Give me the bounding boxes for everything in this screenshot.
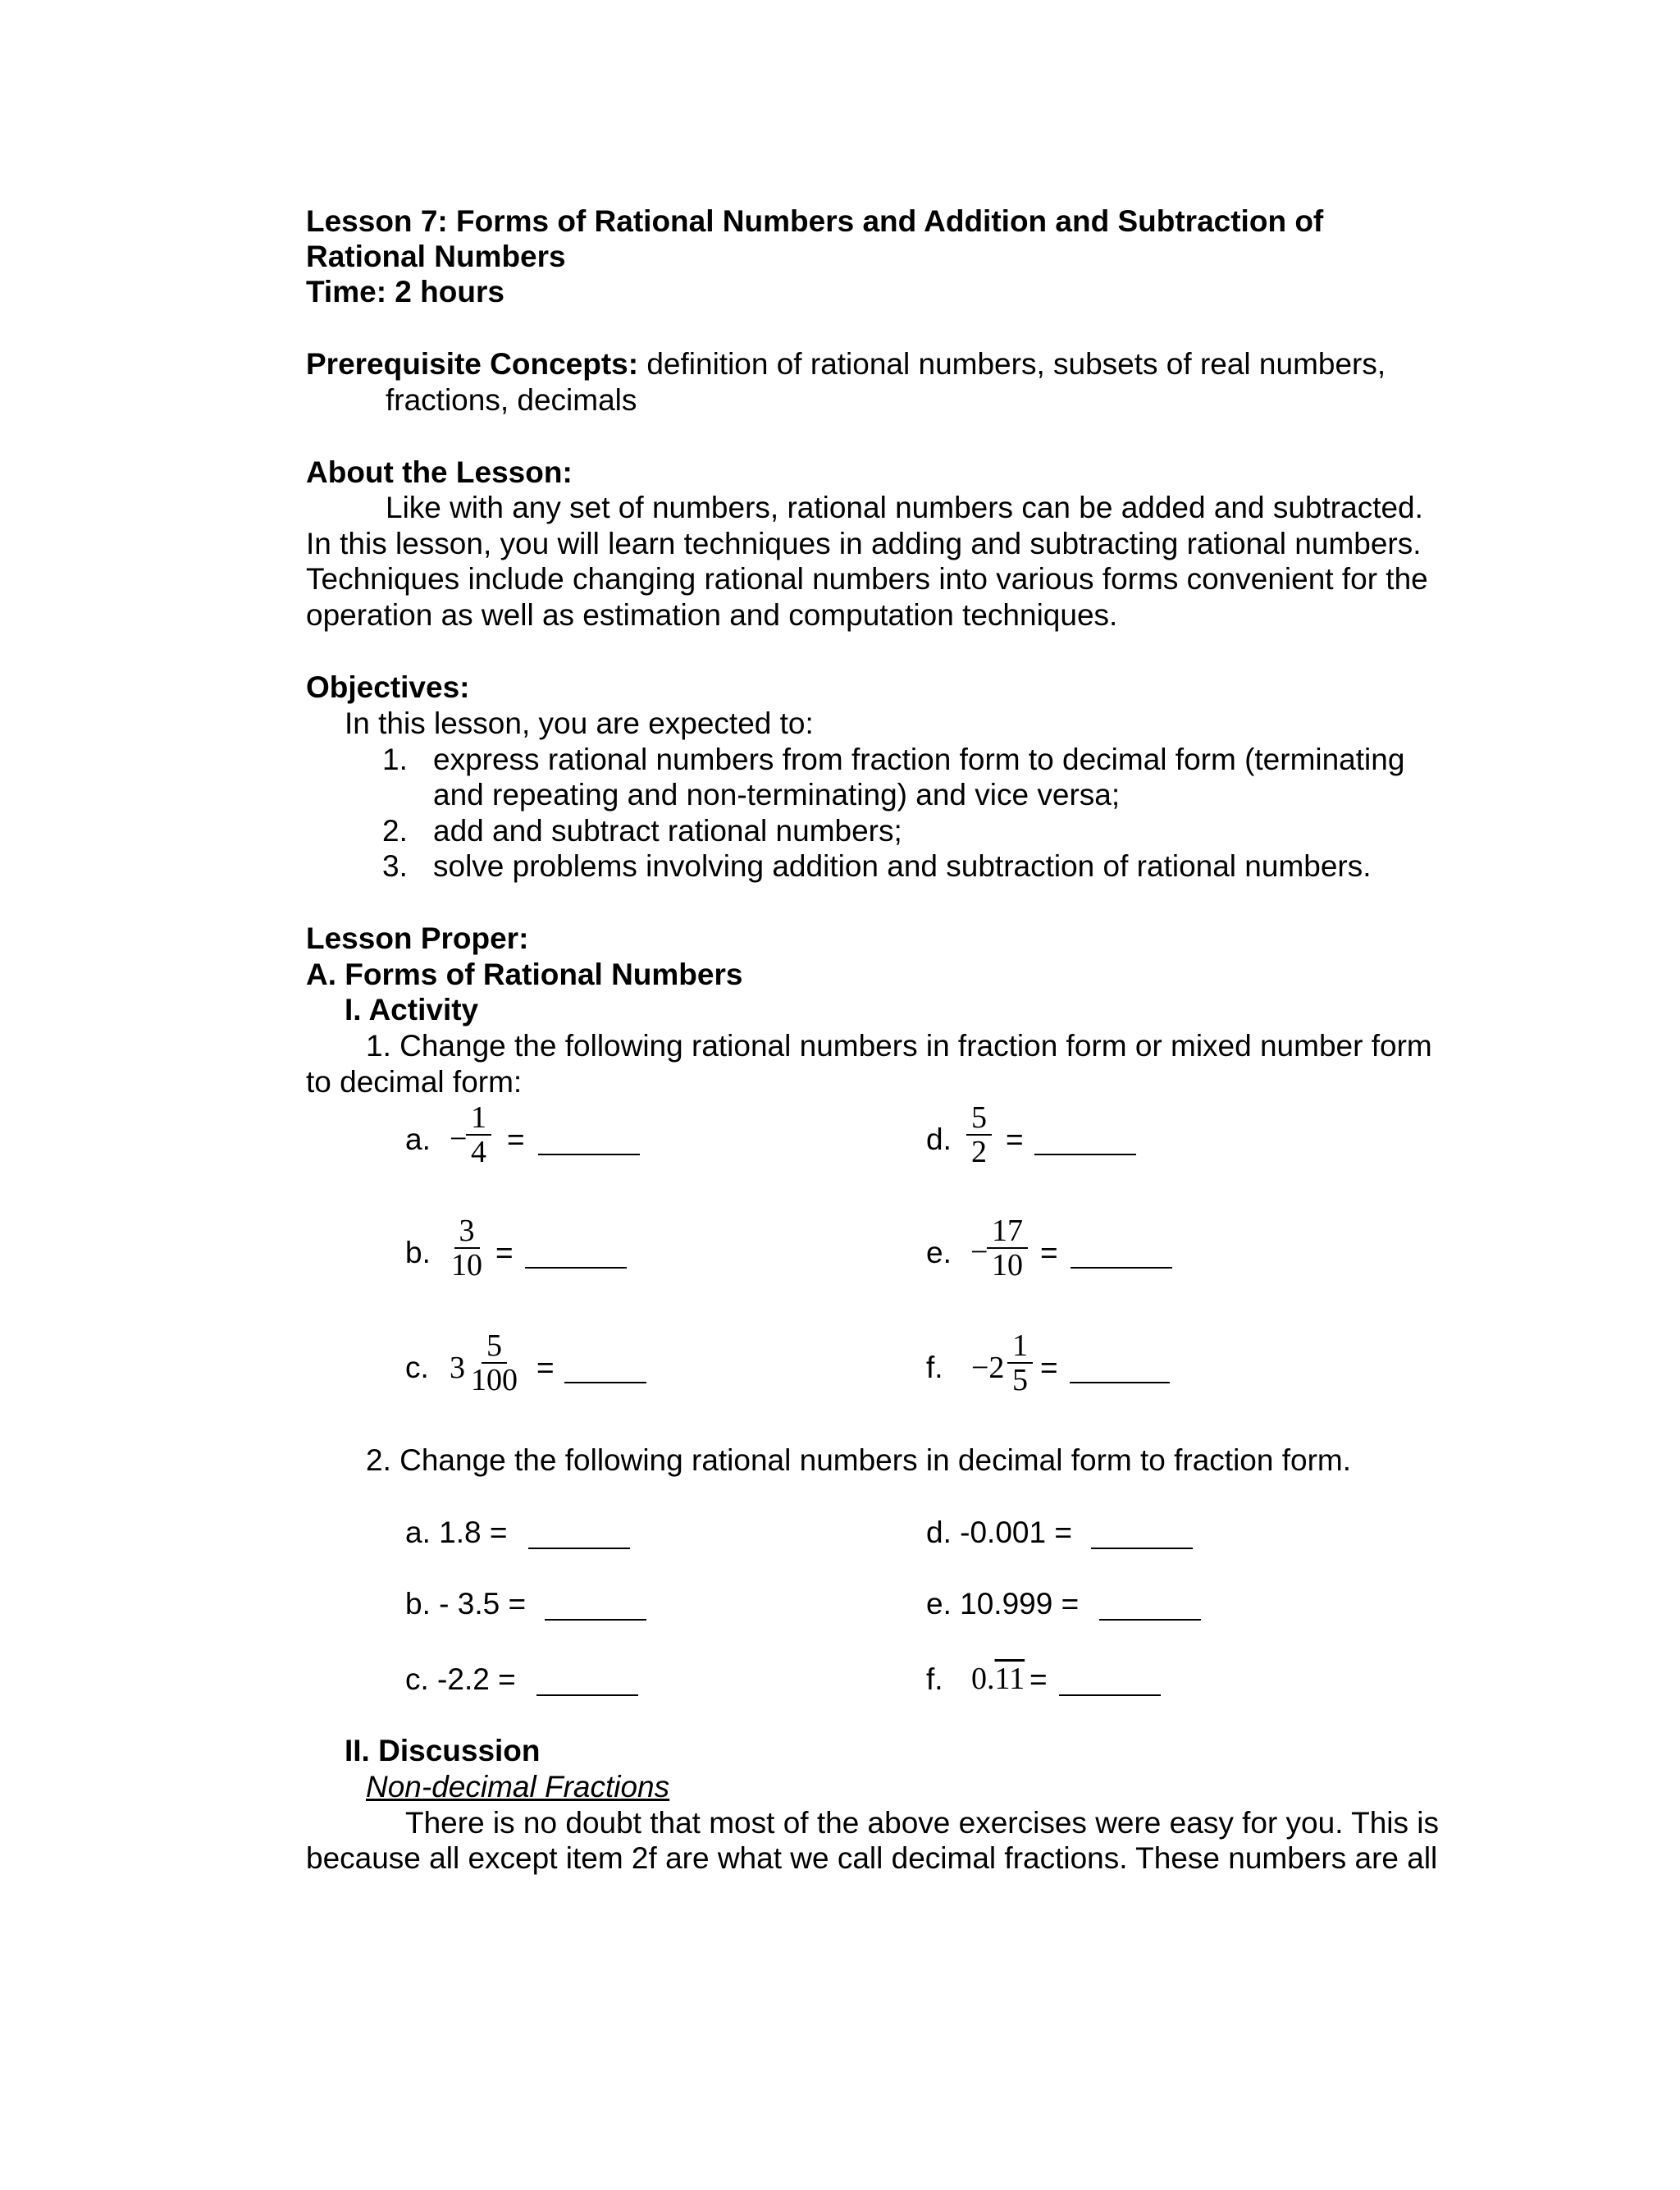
fraction [446, 1214, 487, 1282]
answer-blank[interactable] [545, 1619, 646, 1621]
prerequisite-line2: fractions, decimals [386, 383, 637, 417]
denominator: 10 [451, 1248, 482, 1282]
equals-sign: = [507, 1122, 525, 1156]
repeating-decimal [971, 1661, 1025, 1697]
item-label: d. [926, 1122, 952, 1156]
whole-part: 3 [450, 1351, 465, 1385]
objective-number: 1. [382, 743, 408, 776]
decimal-base: 0. [971, 1662, 995, 1696]
item-label: f. [926, 1351, 943, 1384]
about-line: operation as well as estimation and computation techniques. [306, 598, 1118, 632]
item-label: a. [405, 1122, 431, 1156]
answer-blank[interactable] [1034, 1154, 1136, 1155]
equals-sign: = [536, 1351, 555, 1384]
equals-sign: = [495, 1236, 514, 1269]
answer-blank[interactable] [538, 1154, 640, 1155]
lesson-proper-heading: Lesson Proper: [306, 921, 529, 955]
item-label: e. [926, 1236, 952, 1269]
decimal-item: e. 10.999 = [926, 1587, 1080, 1621]
equals-sign: = [1029, 1662, 1048, 1696]
lesson-title-line1: Lesson 7: Forms of Rational Numbers and Addition and Subtraction of [306, 204, 1324, 238]
objective-text: express rational numbers from fraction form to decimal form (terminating [433, 743, 1405, 776]
objectives-intro: In this lesson, you are expected to: [345, 706, 814, 740]
answer-blank[interactable] [564, 1382, 646, 1383]
question2-instruction: 2. Change the following rational numbers in decimal form to fraction form. [366, 1443, 1352, 1477]
answer-blank[interactable] [525, 1267, 627, 1269]
numerator: 5 [482, 1329, 507, 1364]
fraction [466, 1329, 523, 1397]
decimal-item: a. 1.8 = [405, 1516, 508, 1549]
equals-sign: = [1040, 1236, 1058, 1269]
discussion-heading: II. Discussion [345, 1734, 541, 1767]
answer-blank[interactable] [1091, 1548, 1193, 1549]
denominator: 4 [471, 1135, 486, 1169]
decimal-item: c. -2.2 = [405, 1662, 516, 1696]
denominator: 10 [992, 1248, 1023, 1282]
objective-number: 3. [382, 849, 408, 883]
objectives-heading: Objectives: [306, 670, 470, 704]
objective-text: and repeating and non-terminating) and vice versa; [433, 778, 1121, 812]
denominator: 2 [971, 1135, 987, 1169]
item-label: b. [405, 1236, 431, 1269]
minus-sign: − [970, 1235, 988, 1269]
answer-blank[interactable] [1071, 1267, 1172, 1269]
item-label: f. [926, 1662, 943, 1696]
fraction [966, 1101, 992, 1168]
decimal-item: d. -0.001 = [926, 1516, 1072, 1549]
decimal-item: b. - 3.5 = [405, 1587, 527, 1621]
answer-blank[interactable] [536, 1694, 638, 1696]
numerator: 1 [1007, 1329, 1033, 1364]
lesson-time: Time: 2 hours [306, 275, 504, 309]
minus-sign: − [450, 1122, 468, 1156]
about-line: Like with any set of numbers, rational numbers can be added and subtracted. [386, 491, 1423, 524]
question1-instruction: 1. Change the following rational numbers in fraction form or mixed number form [366, 1029, 1432, 1063]
discussion-line: There is no doubt that most of the above exercises were easy for you. This is [405, 1806, 1440, 1840]
equals-sign: = [1040, 1351, 1058, 1384]
equals-sign: = [1006, 1122, 1024, 1156]
numerator: 17 [987, 1214, 1028, 1249]
numerator: 3 [454, 1214, 480, 1249]
denominator: 5 [1012, 1363, 1028, 1397]
answer-blank[interactable] [1099, 1619, 1201, 1621]
item-label: c. [405, 1351, 429, 1384]
prerequisite-text: definition of rational numbers, subsets of real numbers, [638, 347, 1386, 381]
discussion-line: because all except item 2f are what we call decimal fractions. These numbers are all [306, 1841, 1438, 1875]
denominator: 100 [471, 1363, 518, 1397]
fraction [1007, 1329, 1033, 1397]
fraction [466, 1101, 491, 1168]
section-a-heading: A. Forms of Rational Numbers [306, 958, 743, 991]
objective-text: solve problems involving addition and subtraction of rational numbers. [433, 849, 1372, 883]
objective-text: add and subtract rational numbers; [433, 814, 902, 848]
whole-part: −2 [971, 1351, 1005, 1385]
answer-blank[interactable] [1059, 1694, 1161, 1696]
non-decimal-fractions-heading: Non-decimal Fractions [366, 1770, 670, 1804]
prerequisite-line1 [306, 346, 1386, 382]
objective-number: 2. [382, 814, 408, 848]
repeating-digits: 11 [994, 1662, 1025, 1696]
fraction [987, 1214, 1028, 1282]
numerator: 1 [466, 1101, 491, 1136]
prerequisite-label: Prerequisite Concepts: [306, 347, 639, 381]
activity-heading: I. Activity [345, 993, 479, 1026]
about-line: In this lesson, you will learn techniques in adding and subtracting rational numbers. [306, 527, 1422, 560]
answer-blank[interactable] [528, 1548, 630, 1549]
answer-blank[interactable] [1070, 1382, 1170, 1383]
lesson-title-line2: Rational Numbers [306, 240, 566, 273]
numerator: 5 [966, 1101, 992, 1136]
about-line: Techniques include changing rational numbers into various forms convenient for the [306, 562, 1428, 596]
about-heading: About the Lesson: [306, 455, 573, 489]
question1-instruction: to decimal form: [306, 1065, 523, 1099]
